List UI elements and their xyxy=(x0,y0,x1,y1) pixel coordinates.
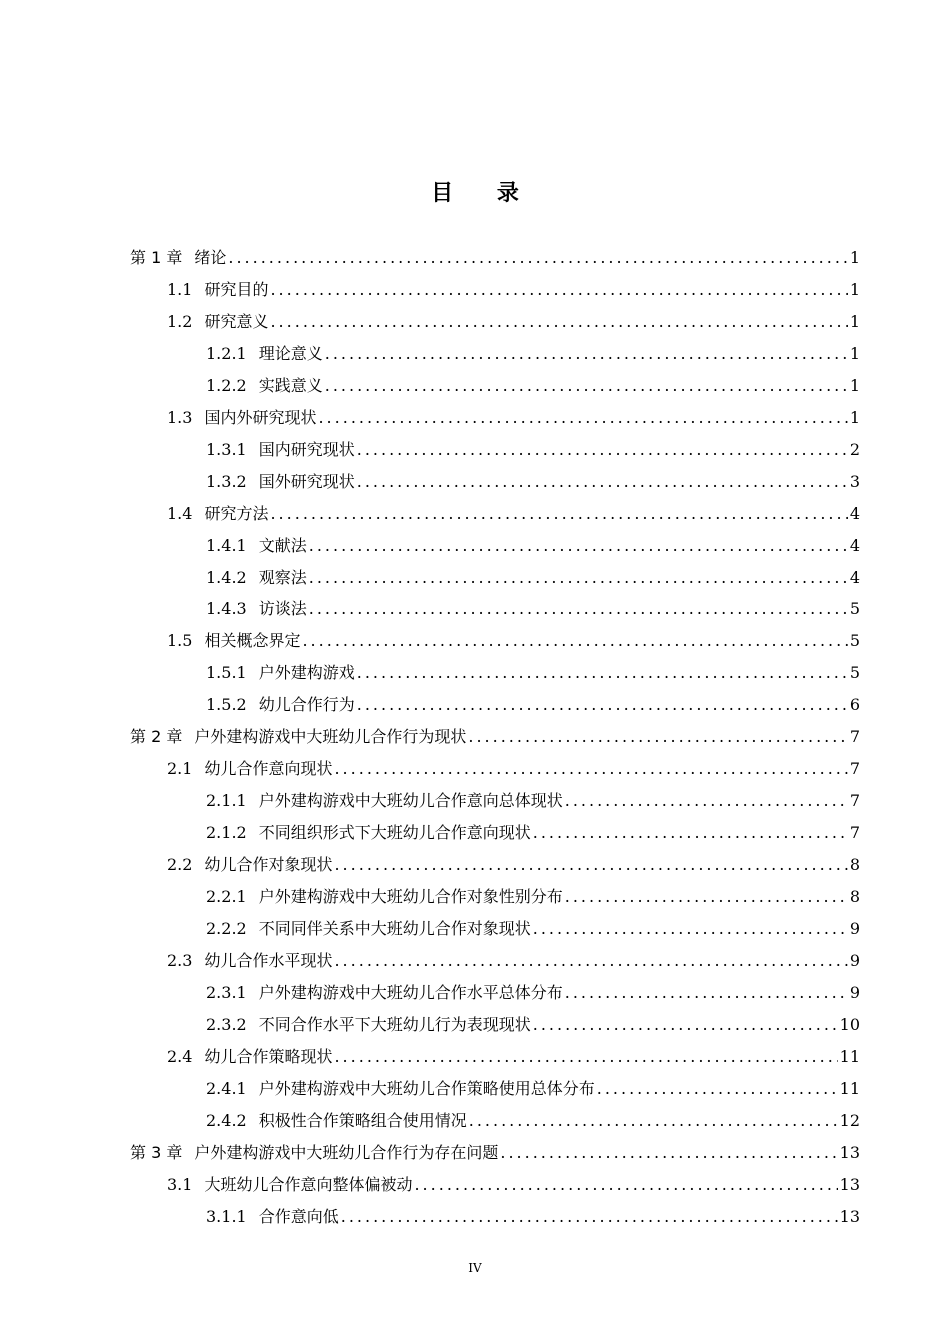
toc-dot-leader xyxy=(357,466,848,498)
toc-dot-leader xyxy=(357,434,848,466)
toc-dot-leader xyxy=(597,1073,838,1105)
toc-entry-number: 1.5 xyxy=(167,631,193,651)
toc-entry-label: 幼儿合作意向现状 xyxy=(204,759,333,779)
toc-entry[interactable] xyxy=(206,562,860,594)
toc-dot-leader xyxy=(565,881,848,913)
toc-entry-page-number: 13 xyxy=(839,1142,860,1162)
toc-entry[interactable] xyxy=(206,370,860,402)
toc-entry[interactable] xyxy=(130,1137,860,1169)
toc-entry-page-number: 1 xyxy=(849,375,860,395)
toc-entry-label: 实践意义 xyxy=(258,375,323,395)
toc-entry-label: 户外建构游戏中大班幼儿合作水平总体分布 xyxy=(258,982,563,1002)
toc-entry-number: 2.1.2 xyxy=(206,823,247,843)
toc-dot-leader xyxy=(334,945,847,977)
toc-dot-leader xyxy=(565,977,848,1009)
toc-entry[interactable] xyxy=(206,338,860,370)
toc-entry-number: 2.1.1 xyxy=(206,791,247,811)
toc-entry[interactable] xyxy=(206,530,860,562)
toc-entry[interactable] xyxy=(206,1201,860,1233)
toc-entry-page-number: 7 xyxy=(849,791,860,811)
toc-dot-leader xyxy=(318,402,847,434)
toc-entry-number: 1.3 xyxy=(167,407,193,427)
toc-dot-leader xyxy=(325,370,848,402)
toc-dot-leader xyxy=(468,721,847,753)
toc-entry[interactable] xyxy=(167,306,860,338)
toc-entry-page-number: 5 xyxy=(849,599,860,619)
toc-entry-page-number: 4 xyxy=(849,503,860,523)
toc-entry-label: 幼儿合作行为 xyxy=(258,695,355,715)
toc-entry[interactable] xyxy=(206,913,860,945)
toc-entry-number: 第 3 章 xyxy=(130,1142,183,1162)
toc-entry-page-number: 1 xyxy=(849,248,860,267)
toc-entry-page-number: 1 xyxy=(849,343,860,363)
toc-entry-page-number: 1 xyxy=(849,279,860,299)
toc-entry-page-number: 1 xyxy=(849,311,860,331)
toc-dot-leader xyxy=(334,1041,837,1073)
toc-entry-page-number: 13 xyxy=(839,1206,860,1226)
toc-entry[interactable] xyxy=(130,242,860,274)
toc-entry-number: 第 1 章 xyxy=(130,248,183,267)
toc-dot-leader xyxy=(414,1169,837,1201)
toc-entry-page-number: 7 xyxy=(849,823,860,843)
toc-entry-label: 户外建构游戏 xyxy=(258,663,355,683)
toc-entry-number: 1.4 xyxy=(167,503,193,523)
toc-entry-label: 绪论 xyxy=(194,248,227,267)
toc-entry-number: 1.2.2 xyxy=(206,375,247,395)
toc-entry-label: 国内外研究现状 xyxy=(204,407,317,427)
toc-entry-label: 户外建构游戏中大班幼儿合作意向总体现状 xyxy=(258,791,563,811)
toc-entry[interactable] xyxy=(206,977,860,1009)
toc-entry-label: 研究目的 xyxy=(204,279,269,299)
toc-entry[interactable] xyxy=(167,625,860,657)
toc-entry-number: 1.5.2 xyxy=(206,695,247,715)
toc-entry-page-number: 6 xyxy=(849,695,860,715)
toc-entry-number: 2.3.1 xyxy=(206,982,247,1002)
toc-dot-leader xyxy=(325,338,848,370)
toc-entry-label: 幼儿合作水平现状 xyxy=(204,950,333,970)
toc-entry-page-number: 13 xyxy=(839,1174,860,1194)
toc-entry-number: 2.1 xyxy=(167,759,193,779)
toc-entry-label: 研究方法 xyxy=(204,503,269,523)
toc-entry-label: 户外建构游戏中大班幼儿合作行为存在问题 xyxy=(194,1142,499,1162)
toc-entry-page-number: 9 xyxy=(849,918,860,938)
toc-dot-leader xyxy=(341,1201,838,1233)
toc-entry-number: 1.2.1 xyxy=(206,343,247,363)
toc-entry[interactable] xyxy=(167,753,860,785)
toc-dot-leader xyxy=(309,562,848,594)
toc-dot-leader xyxy=(309,593,848,625)
toc-entry-label: 国内研究现状 xyxy=(258,439,355,459)
toc-entry-label: 合作意向低 xyxy=(258,1206,339,1226)
toc-entry-label: 国外研究现状 xyxy=(258,471,355,491)
toc-dot-leader xyxy=(533,1009,838,1041)
toc-entry-page-number: 7 xyxy=(849,727,860,747)
toc-dot-leader xyxy=(270,498,847,530)
toc-entry-number: 2.3.2 xyxy=(206,1014,247,1034)
toc-entry-page-number: 7 xyxy=(849,759,860,779)
toc-entry-label: 访谈法 xyxy=(258,599,307,619)
toc-entry-page-number: 4 xyxy=(849,567,860,587)
toc-entry-number: 1.4.1 xyxy=(206,535,247,555)
toc-entry-label: 不同同伴关系中大班幼儿合作对象现状 xyxy=(258,918,531,938)
toc-entry-label: 观察法 xyxy=(258,567,307,587)
toc-entry-page-number: 9 xyxy=(849,982,860,1002)
toc-entry[interactable] xyxy=(206,593,860,625)
toc-entry-number: 1.5.1 xyxy=(206,663,247,683)
toc-entry-label: 户外建构游戏中大班幼儿合作行为现状 xyxy=(194,727,467,747)
toc-entry[interactable] xyxy=(167,849,860,881)
toc-entry-number: 3.1.1 xyxy=(206,1206,247,1226)
toc-dot-leader xyxy=(302,625,847,657)
toc-entry-label: 不同组织形式下大班幼儿合作意向现状 xyxy=(258,823,531,843)
toc-entry-label: 不同合作水平下大班幼儿行为表现现状 xyxy=(258,1014,531,1034)
toc-entry-label: 理论意义 xyxy=(258,343,323,363)
toc-entry[interactable] xyxy=(206,657,860,689)
toc-dot-leader xyxy=(500,1137,837,1169)
toc-dot-leader xyxy=(334,849,847,881)
toc-entry[interactable] xyxy=(206,785,860,817)
toc-entry-number: 1.4.3 xyxy=(206,599,247,619)
toc-dot-leader xyxy=(309,530,848,562)
toc-entry-page-number: 11 xyxy=(839,1078,860,1098)
toc-entry-number: 1.1 xyxy=(167,279,193,299)
toc-entry-number: 2.2.2 xyxy=(206,918,247,938)
page-number-footer: IV xyxy=(468,1261,482,1275)
toc-dot-leader xyxy=(533,817,848,849)
toc-entry[interactable] xyxy=(167,945,860,977)
toc-entry-label: 户外建构游戏中大班幼儿合作策略使用总体分布 xyxy=(258,1078,595,1098)
toc-entry-number: 2.4 xyxy=(167,1046,193,1066)
toc-entry[interactable] xyxy=(206,881,860,913)
toc-entry-page-number: 5 xyxy=(849,663,860,683)
toc-entry-page-number: 5 xyxy=(849,631,860,651)
toc-entry[interactable] xyxy=(167,402,860,434)
toc-entry-page-number: 8 xyxy=(849,855,860,875)
toc-entry-number: 2.4.2 xyxy=(206,1110,247,1130)
toc-entry-number: 第 2 章 xyxy=(130,727,183,747)
toc-title: 目 录 xyxy=(431,181,537,206)
toc-entry[interactable] xyxy=(167,1041,860,1073)
toc-dot-leader xyxy=(357,689,848,721)
toc-entry[interactable] xyxy=(206,817,860,849)
toc-entry[interactable] xyxy=(206,1073,860,1105)
toc-entry-number: 1.3.1 xyxy=(206,439,247,459)
toc-entry[interactable] xyxy=(167,498,860,530)
toc-entry-number: 2.2.1 xyxy=(206,887,247,906)
toc-entry-number: 3.1 xyxy=(167,1174,193,1194)
toc-entry-label: 文献法 xyxy=(258,535,307,555)
toc-entry-label: 幼儿合作策略现状 xyxy=(204,1046,333,1066)
toc-entry-page-number: 4 xyxy=(849,535,860,555)
toc-dot-leader xyxy=(334,753,847,785)
toc-entry-page-number: 3 xyxy=(849,471,860,491)
toc-entry[interactable] xyxy=(206,1105,860,1137)
toc-dot-leader xyxy=(565,785,848,817)
toc-entry[interactable] xyxy=(206,434,860,466)
toc-entry-page-number: 8 xyxy=(849,887,860,906)
toc-entry-label: 户外建构游戏中大班幼儿合作对象性别分布 xyxy=(258,887,563,906)
toc-dot-leader xyxy=(357,657,848,689)
toc-entry-number: 1.3.2 xyxy=(206,471,247,491)
toc-entry-page-number: 12 xyxy=(839,1110,860,1130)
toc-entry-number: 1.4.2 xyxy=(206,567,247,587)
toc-entry-number: 2.3 xyxy=(167,950,193,970)
toc-entry[interactable] xyxy=(206,689,860,721)
toc-entry-label: 幼儿合作对象现状 xyxy=(204,855,333,875)
toc-entry-page-number: 1 xyxy=(849,407,860,427)
toc-dot-leader xyxy=(270,274,847,306)
toc-entry[interactable] xyxy=(167,274,860,306)
toc-dot-leader xyxy=(228,242,847,274)
toc-entry-label: 积极性合作策略组合使用情况 xyxy=(258,1110,467,1130)
toc-entry-label: 研究意义 xyxy=(204,311,269,331)
toc-entry-page-number: 10 xyxy=(839,1014,860,1034)
toc-dot-leader xyxy=(469,1105,838,1137)
toc-dot-leader xyxy=(270,306,847,338)
toc-entry-page-number: 2 xyxy=(849,439,860,459)
toc-entry-number: 2.4.1 xyxy=(206,1078,247,1098)
toc-entry-page-number: 9 xyxy=(849,950,860,970)
toc-entry-number: 2.2 xyxy=(167,855,193,875)
toc-entry[interactable] xyxy=(206,1009,860,1041)
toc-entry[interactable] xyxy=(167,1169,860,1201)
toc-entry[interactable] xyxy=(206,466,860,498)
toc-entry[interactable] xyxy=(130,721,860,753)
toc-entry-label: 相关概念界定 xyxy=(204,631,301,651)
toc-entry-number: 1.2 xyxy=(167,311,193,331)
toc-dot-leader xyxy=(533,913,848,945)
toc-entry-label: 大班幼儿合作意向整体偏被动 xyxy=(204,1174,413,1194)
toc-entry-page-number: 11 xyxy=(839,1046,860,1066)
